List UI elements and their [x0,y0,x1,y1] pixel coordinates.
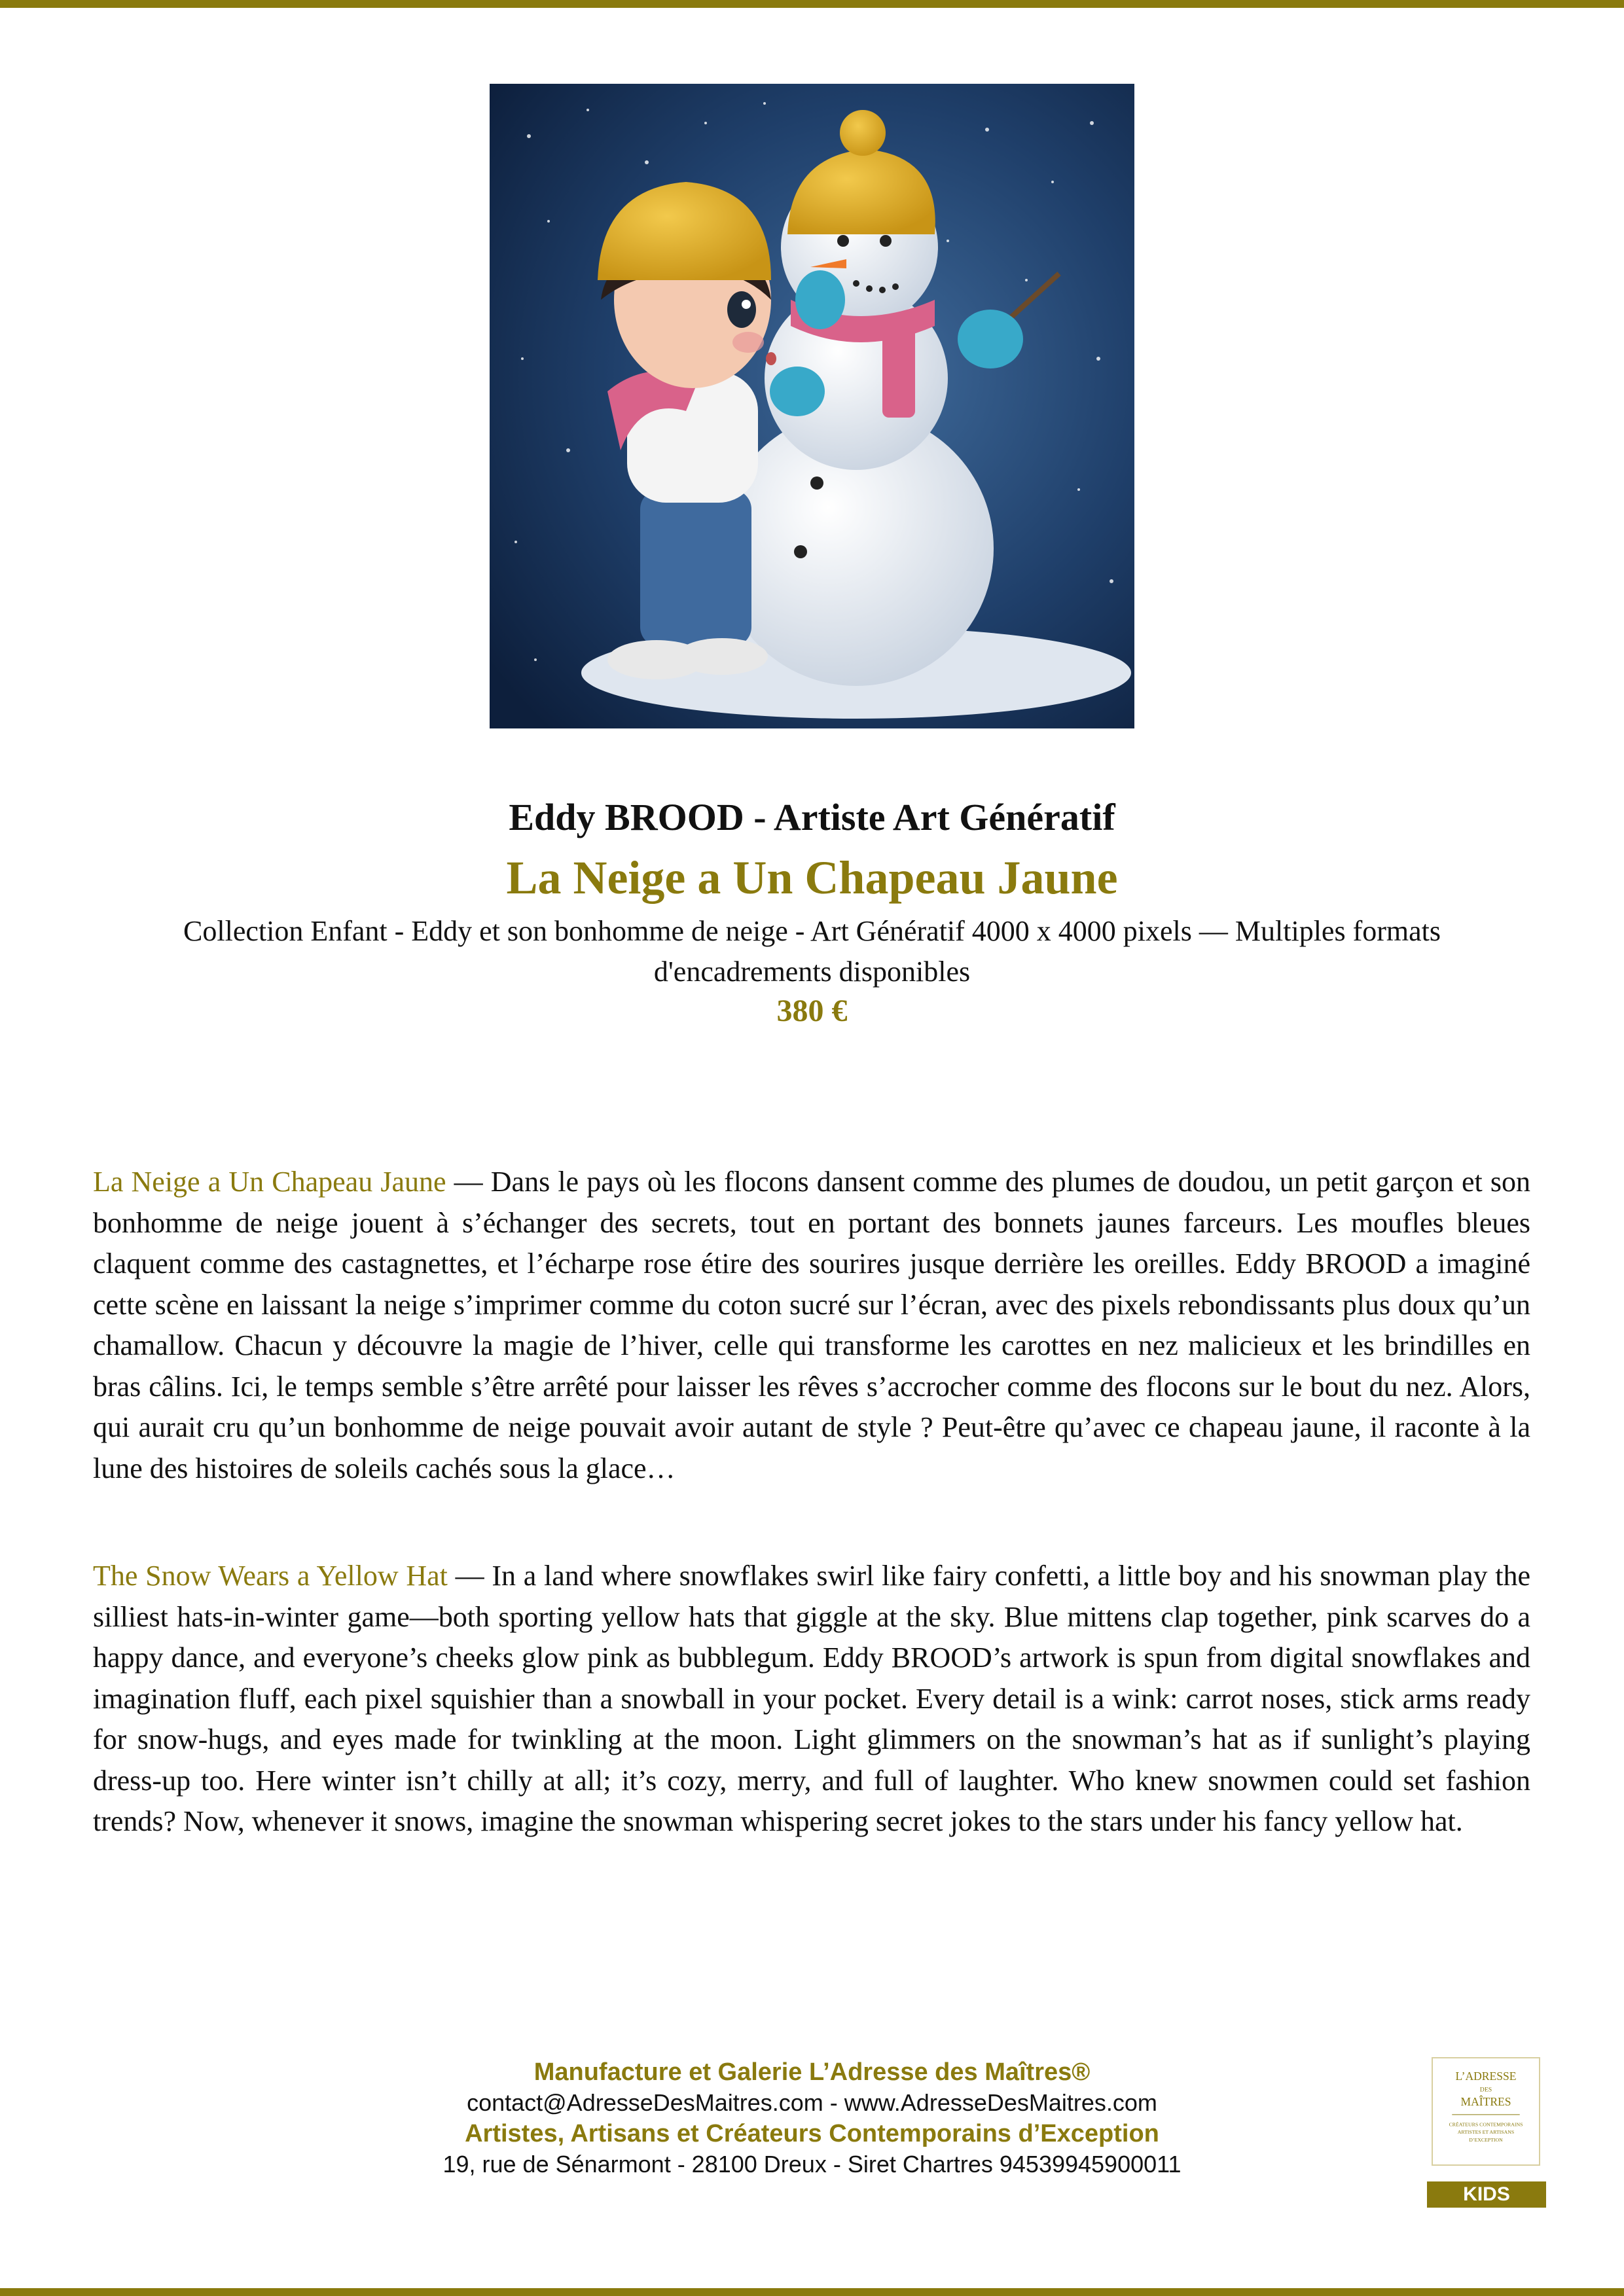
description-french-lead: La Neige a Un Chapeau Jaune [93,1166,446,1198]
logo-line-4: CRÉATEURS CONTEMPORAINS [1449,2121,1523,2128]
artist-line: Eddy BROOD - Artiste Art Génératif [509,796,1115,838]
footer-contact: contact@AdresseDesMaitres.com - www.AdresseDesMaitres.com [467,2089,1157,2116]
description-french [93,1162,1530,1489]
top-border [0,0,1624,8]
footer-tagline: Artistes, Artisans et Créateurs Contemporains d’Exception [465,2120,1159,2147]
adresse-des-maitres-logo [1432,2057,1540,2166]
footer-address: 19, rue de Sénarmont - 28100 Dreux - Siret Chartres 94539945900011 [442,2151,1182,2178]
artwork-image [490,84,1134,728]
logo-line-6: D’EXCEPTION [1469,2136,1503,2143]
description-english-body: — In a land where snowflakes swirl like fairy confetti, a little boy and his snowman play the silliest hats-in-winter game—both sporting yellow hats that giggle at the sky. Blue mittens clap together, pink scarves do a happy dance, and everyone’s cheeks glow pink as bubblegum. Eddy BROOD’s artwork is spun from digital snowflakes and imagination fluff, each pixel squishier than a snowball in your pocket. Every detail is a wink: carrot noses, stick arms ready for snow-hugs, and eyes made for twinkling at the moon. Light glimmers on the snowman’s hat as if sunlight’s playing dress-up too. Here winter isn’t chilly at all; it’s cozy, merry, and full of laughter. Who knew snowmen could set fashion trends? Now, whenever it snows, imagine the snowman whispering secret jokes to the stars under his fancy yellow hat. [93,1560,1530,1837]
bottom-border [0,2288,1624,2296]
artwork-price: 380 € [776,994,848,1028]
footer-company: Manufacture et Galerie L’Adresse des Maîtres® [533,2058,1091,2086]
logo-line-2: DES [1479,2086,1492,2094]
logo-line-3: MAÎTRES [1460,2095,1511,2109]
footer [262,2056,1362,2179]
artwork-subtitle: Collection Enfant - Eddy et son bonhomme de neige - Art Génératif 4000 x 4000 pixels — Multiples formats d'encadrements disponibles [183,915,1441,988]
description-french-body: — Dans le pays où les flocons dansent comme des plumes de doudou, un petit garçon et son bonhomme de neige jouent à s’échanger des secrets, tout en portant des bonnets jaunes farceurs. Les moufles bleues claquent comme des castagnettes, et l’écharpe rose étire des sourires jusque derrière les oreilles. Eddy BROOD a imaginé cette scène en laissant la neige s’imprimer comme du coton sucré sur l’écran, avec des pixels rebondissants plus doux qu’un chamallow. Chacun y découvre la magie de l’hiver, celle qui transforme les carottes en nez malicieux et les brindilles en bras câlins. Ici, le temps semble s’être arrêté pour laisser les rêves s’accrocher comme des flocons sur le bout du nez. Alors, qui aurait cru qu’un bonhomme de neige pouvait avoir autant de style ? Peut-être qu’avec ce chapeau jaune, il raconte à la lune des histoires de soleils cachés sous la glace… [93,1166,1530,1484]
logo-line-5: ARTISTES ET ARTISANS [1457,2129,1515,2136]
artwork-title: La Neige a Un Chapeau Jaune [506,852,1118,904]
logo-line-1: L’ADRESSE [1455,2070,1517,2083]
description-english [93,1556,1530,1842]
kids-badge: KIDS [1427,2181,1546,2208]
description-english-lead: The Snow Wears a Yellow Hat [93,1560,448,1592]
